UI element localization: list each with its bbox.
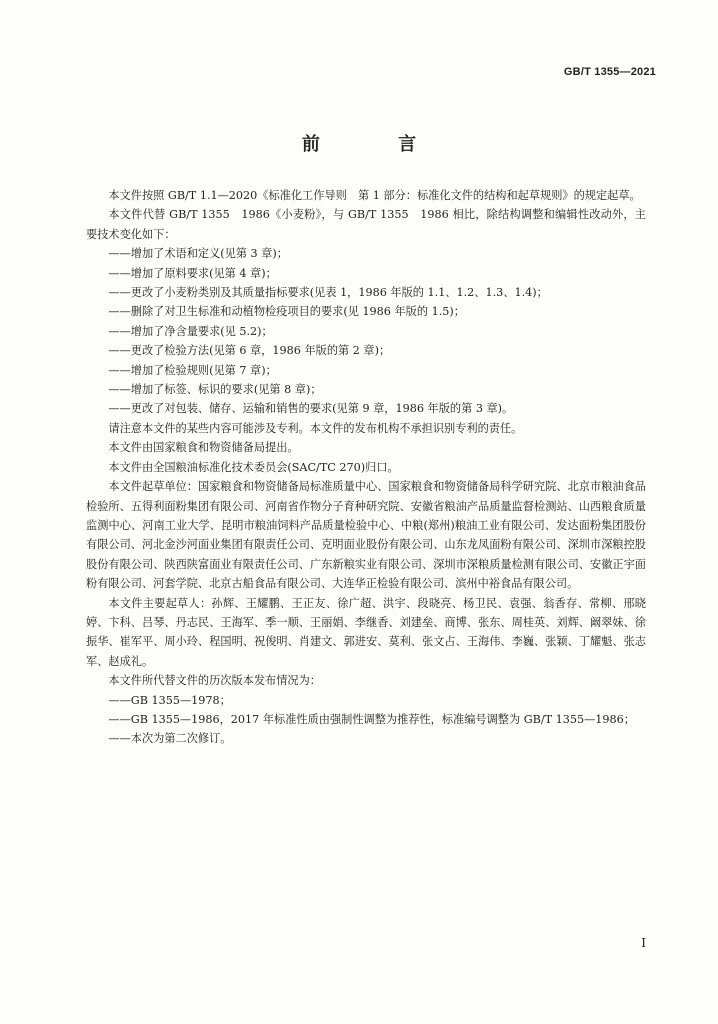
change-item: ——增加了原料要求(见第 4 章)； [108,266,277,280]
change-item: ——增加了净含量要求(见 5.2)； [108,324,273,338]
change-item: ——更改了检验方法(见第 6 章，1986 年版的第 2 章)； [108,344,391,358]
paragraph-drafting-rule: 本文件按照 GB/T 1.1—2020《标准化工作导则 第 1 部分：标准化文件的结构和起草规则》的规定起草。 [108,189,641,202]
change-item: ——删除了对卫生标准和动植物检疫项目的要求(见 1986 年版的 1.5)； [108,305,465,319]
document-body [86,186,646,749]
page-title: 前 言 [301,134,453,155]
paragraph-replaces: 本文件代替 GB/T 1355 1986《小麦粉》，与 GB/T 1355 1986 相比，除结构调整和编辑性改动外，主要技术变化如下： [86,208,646,241]
history-item: ——本次为第二次修订。 [108,732,232,746]
history-item: ——GB 1355—1978； [108,693,231,707]
change-item: ——更改了对包装、储存、运输和销售的要求(见第 9 章，1986 年版的第 3 章)。 [108,402,514,416]
paragraph-drafters: 本文件主要起草人：孙辉、王耀鹏、王正友、徐广超、洪宇、段晓亮、杨卫民、袁强、翁香存、常柳、邢晓婷、卞科、吕琴、丹志民、王海军、季一顺、王丽娟、李继香、刘建垒、商博、张东、周桂英、刘辉、阚翠妹、徐振华、崔军平、周小玲、程国明、祝俊明、肖建文、郭进安、莫利、张文占、王海伟、李巍、张颖、丁耀魁、张志军、赵成礼。 [86,596,646,668]
paragraph-administered-by: 本文件由全国粮油标准化技术委员会(SAC/TC 270)归口。 [108,460,399,474]
paragraph-history-intro: 本文件所代替文件的历次版本发布情况为： [108,674,321,688]
change-item: ——更改了小麦粉类别及其质量指标要求(见表 1，1986 年版的 1.1、1.2、1.3、1.4)； [108,286,548,300]
change-item: ——增加了检验规则(见第 7 章)； [108,363,277,377]
paragraph-patent-notice: 请注意本文件的某些内容可能涉及专利。本文件的发布机构不承担识别专利的责任。 [108,421,523,435]
history-item: ——GB 1355—1986，2017 年标准性质由强制性调整为推荐性，标准编号调整为 GB/T 1355—1986； [108,712,635,726]
standard-code: GB/T 1355—2021 [563,66,656,78]
page-number: I [641,936,646,950]
change-item: ——增加了标签、标识的要求(见第 8 章)； [108,383,322,397]
paragraph-proposed-by: 本文件由国家粮食和物资储备局提出。 [108,441,299,455]
change-item: ——增加了术语和定义(见第 3 章)； [108,247,288,261]
paragraph-drafting-units: 本文件起草单位：国家粮食和物资储备局标准质量中心、国家粮食和物资储备局科学研究院、北京市粮油食品检验所、五得利面粉集团有限公司、河南省作物分子育种研究院、安徽省粮油产品质量监督检测站、山西粮食质量监测中心、河南工业大学、昆明市粮油饲料产品质量检验中心、中粮(郑州)粮油工业有限公司、发达面粉集团股份有限公司、河北金沙河面业集团有限责任公司、克明面业股份有限公司、山东龙凤面粉有限公司、深圳市深粮控股股份有限公司、陕西陕富面业有限责任公司、广东新粮实业有限公司、深圳市深粮质量检测有限公司、安徽正宇面粉有限公司、河套学院、北京古船食品有限公司、大连华正检验有限公司、滨州中裕食品有限公司。 [86,480,646,591]
